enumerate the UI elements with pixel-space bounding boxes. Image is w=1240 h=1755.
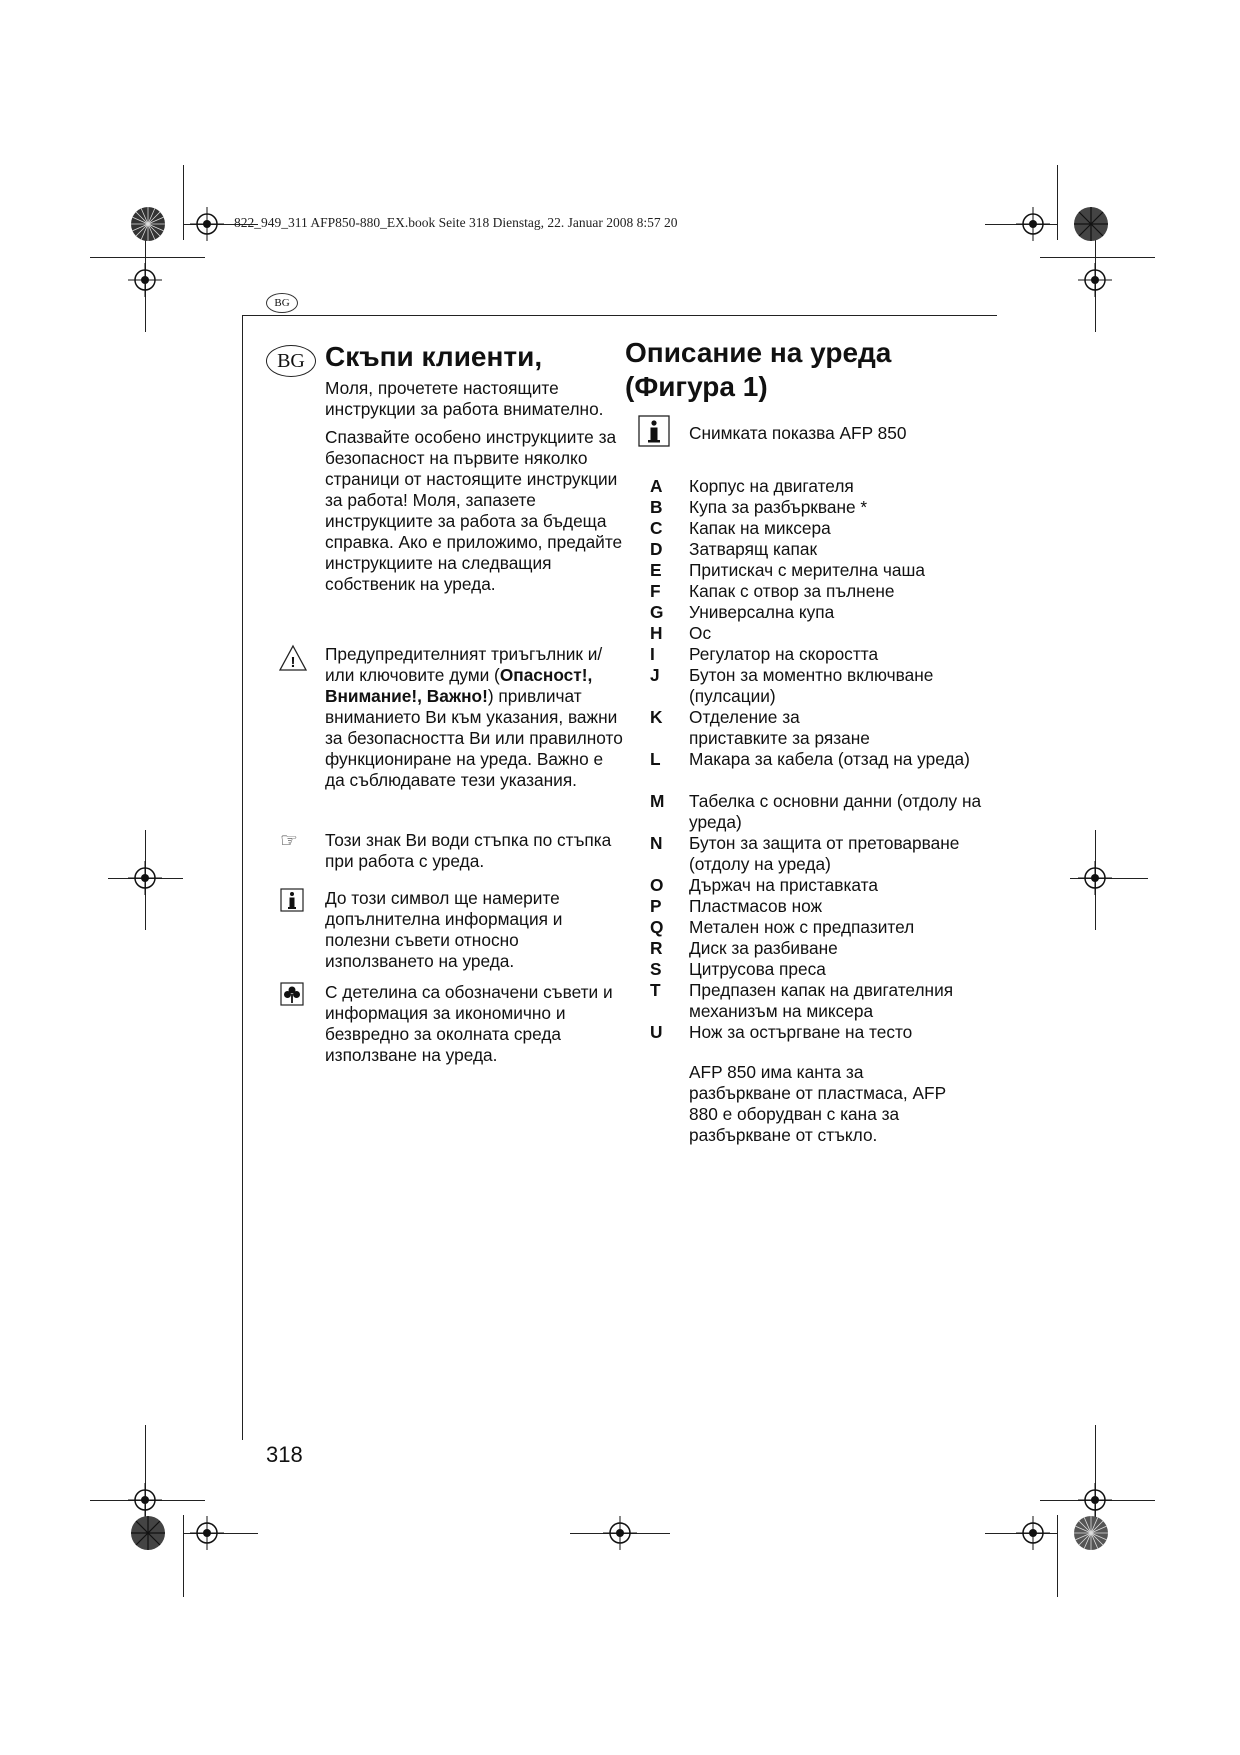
intro-section [325,378,625,602]
clover-icon [280,982,304,1006]
registration-mark [1078,1483,1112,1517]
intro-paragraph: Моля, прочетете настоящите инструкции за работа внимателно. [325,378,604,419]
language-badge: BG [266,345,316,377]
language-badge-small: BG [266,293,298,313]
warning-triangle-icon [278,644,308,672]
list-item: C Капак на миксера [650,518,831,538]
greeting-title: Скъпи клиенти, [325,341,543,372]
list-item: Q Метален нож с предпазител [650,917,915,937]
list-item: D Затварящ капак [650,539,818,559]
list-item: B Купа за разбъркване * [650,497,868,517]
list-item: E Притискач с мерителна чаша [650,560,925,580]
registration-mark [1078,861,1112,895]
svg-text:!: ! [290,654,296,671]
starburst-mark [1073,206,1109,242]
registration-mark [128,861,162,895]
starburst-mark [130,206,166,242]
list-item: U Нож за остъргване на тесто [650,1022,913,1042]
list-item: O Държач на приставката [650,875,878,895]
registration-mark [128,263,162,297]
print-header: 822_949_311 AFP850-880_EX.book Seite 318 Dienstag, 22. Januar 2008 8:57 20 [234,215,678,230]
list-item: F Капак с отвор за пълнене [650,581,895,601]
registration-mark [1078,263,1112,297]
list-item: S Цитрусова преса [650,959,826,979]
list-item: K Отделение за приставките за рязане [650,707,870,748]
warning-text-pre: Предупредителният триъгълник и/или ключовите думи ( [325,644,603,685]
description-title-line2: (Фигура 1) [625,371,768,402]
list-item: N Бутон за защита от претоварване (отдолу на уреда) [650,833,960,874]
safety-paragraph: Спазвайте особено инструкциите за безопасност на първите няколко страници от настоящите инструкции за работа! Моля, запазете инструкциите за работа за бъдеща справка. Ако е приложимо, предайте инструкциите на следващия собственик на уреда. [325,427,623,594]
list-item: P Пластмасов нож [650,896,823,916]
image-note: Снимката показва AFP 850 [689,423,907,443]
registration-mark [190,207,224,241]
info-paragraph: До този символ ще намерите допълнителна информация и полезни съвети относно използването на уреда. [325,888,563,971]
list-item: M Табелка с основни данни (отдолу на уреда) [650,791,982,832]
warning-text-post: ) привличат вниманието Ви към указания, важни за безопасността Ви или правилното функциониране на уреда. Важно е да съблюдавате тези указания. [325,686,623,790]
info-icon [638,415,670,447]
description-title [625,336,891,404]
list-item: I Регулатор на скоростта [650,644,879,664]
registration-mark [128,1483,162,1517]
starburst-mark [1073,1515,1109,1551]
warning-paragraph [325,644,625,791]
registration-mark [603,1516,637,1550]
clover-paragraph: С детелина са обозначени съвети и информация за икономично и безвредно за околната среда използване на уреда. [325,982,613,1065]
list-item: T Предпазен капак на двигателния механизъм на миксера [650,980,954,1021]
registration-mark [1016,207,1050,241]
pointing-hand-icon: ☞ [280,830,298,852]
list-item: L Макара за кабела (отзад на уреда) [650,749,970,769]
warning-keywords: Опасност!, Внимание!, Важно! [325,665,593,706]
registration-mark [1016,1516,1050,1550]
description-title-line1: Описание на уреда [625,337,892,368]
list-item: J Бутон за моментно включване (пулсации) [650,665,934,706]
starburst-mark [130,1515,166,1551]
hand-paragraph: Този знак Ви води стъпка по стъпка при работа с уреда. [325,830,612,871]
list-item: H Ос [650,623,712,643]
list-item: R Диск за разбиване [650,938,838,958]
list-item: G Универсална купа [650,602,835,622]
registration-mark [190,1516,224,1550]
info-icon [280,888,304,912]
list-item: A Корпус на двигателя [650,476,854,496]
model-footnote: AFP 850 има канта за разбъркване от пластмаса, AFP 880 е оборудван с кана за разбъркване от стъкло. [689,1062,946,1145]
page-number: 318 [266,1442,303,1467]
